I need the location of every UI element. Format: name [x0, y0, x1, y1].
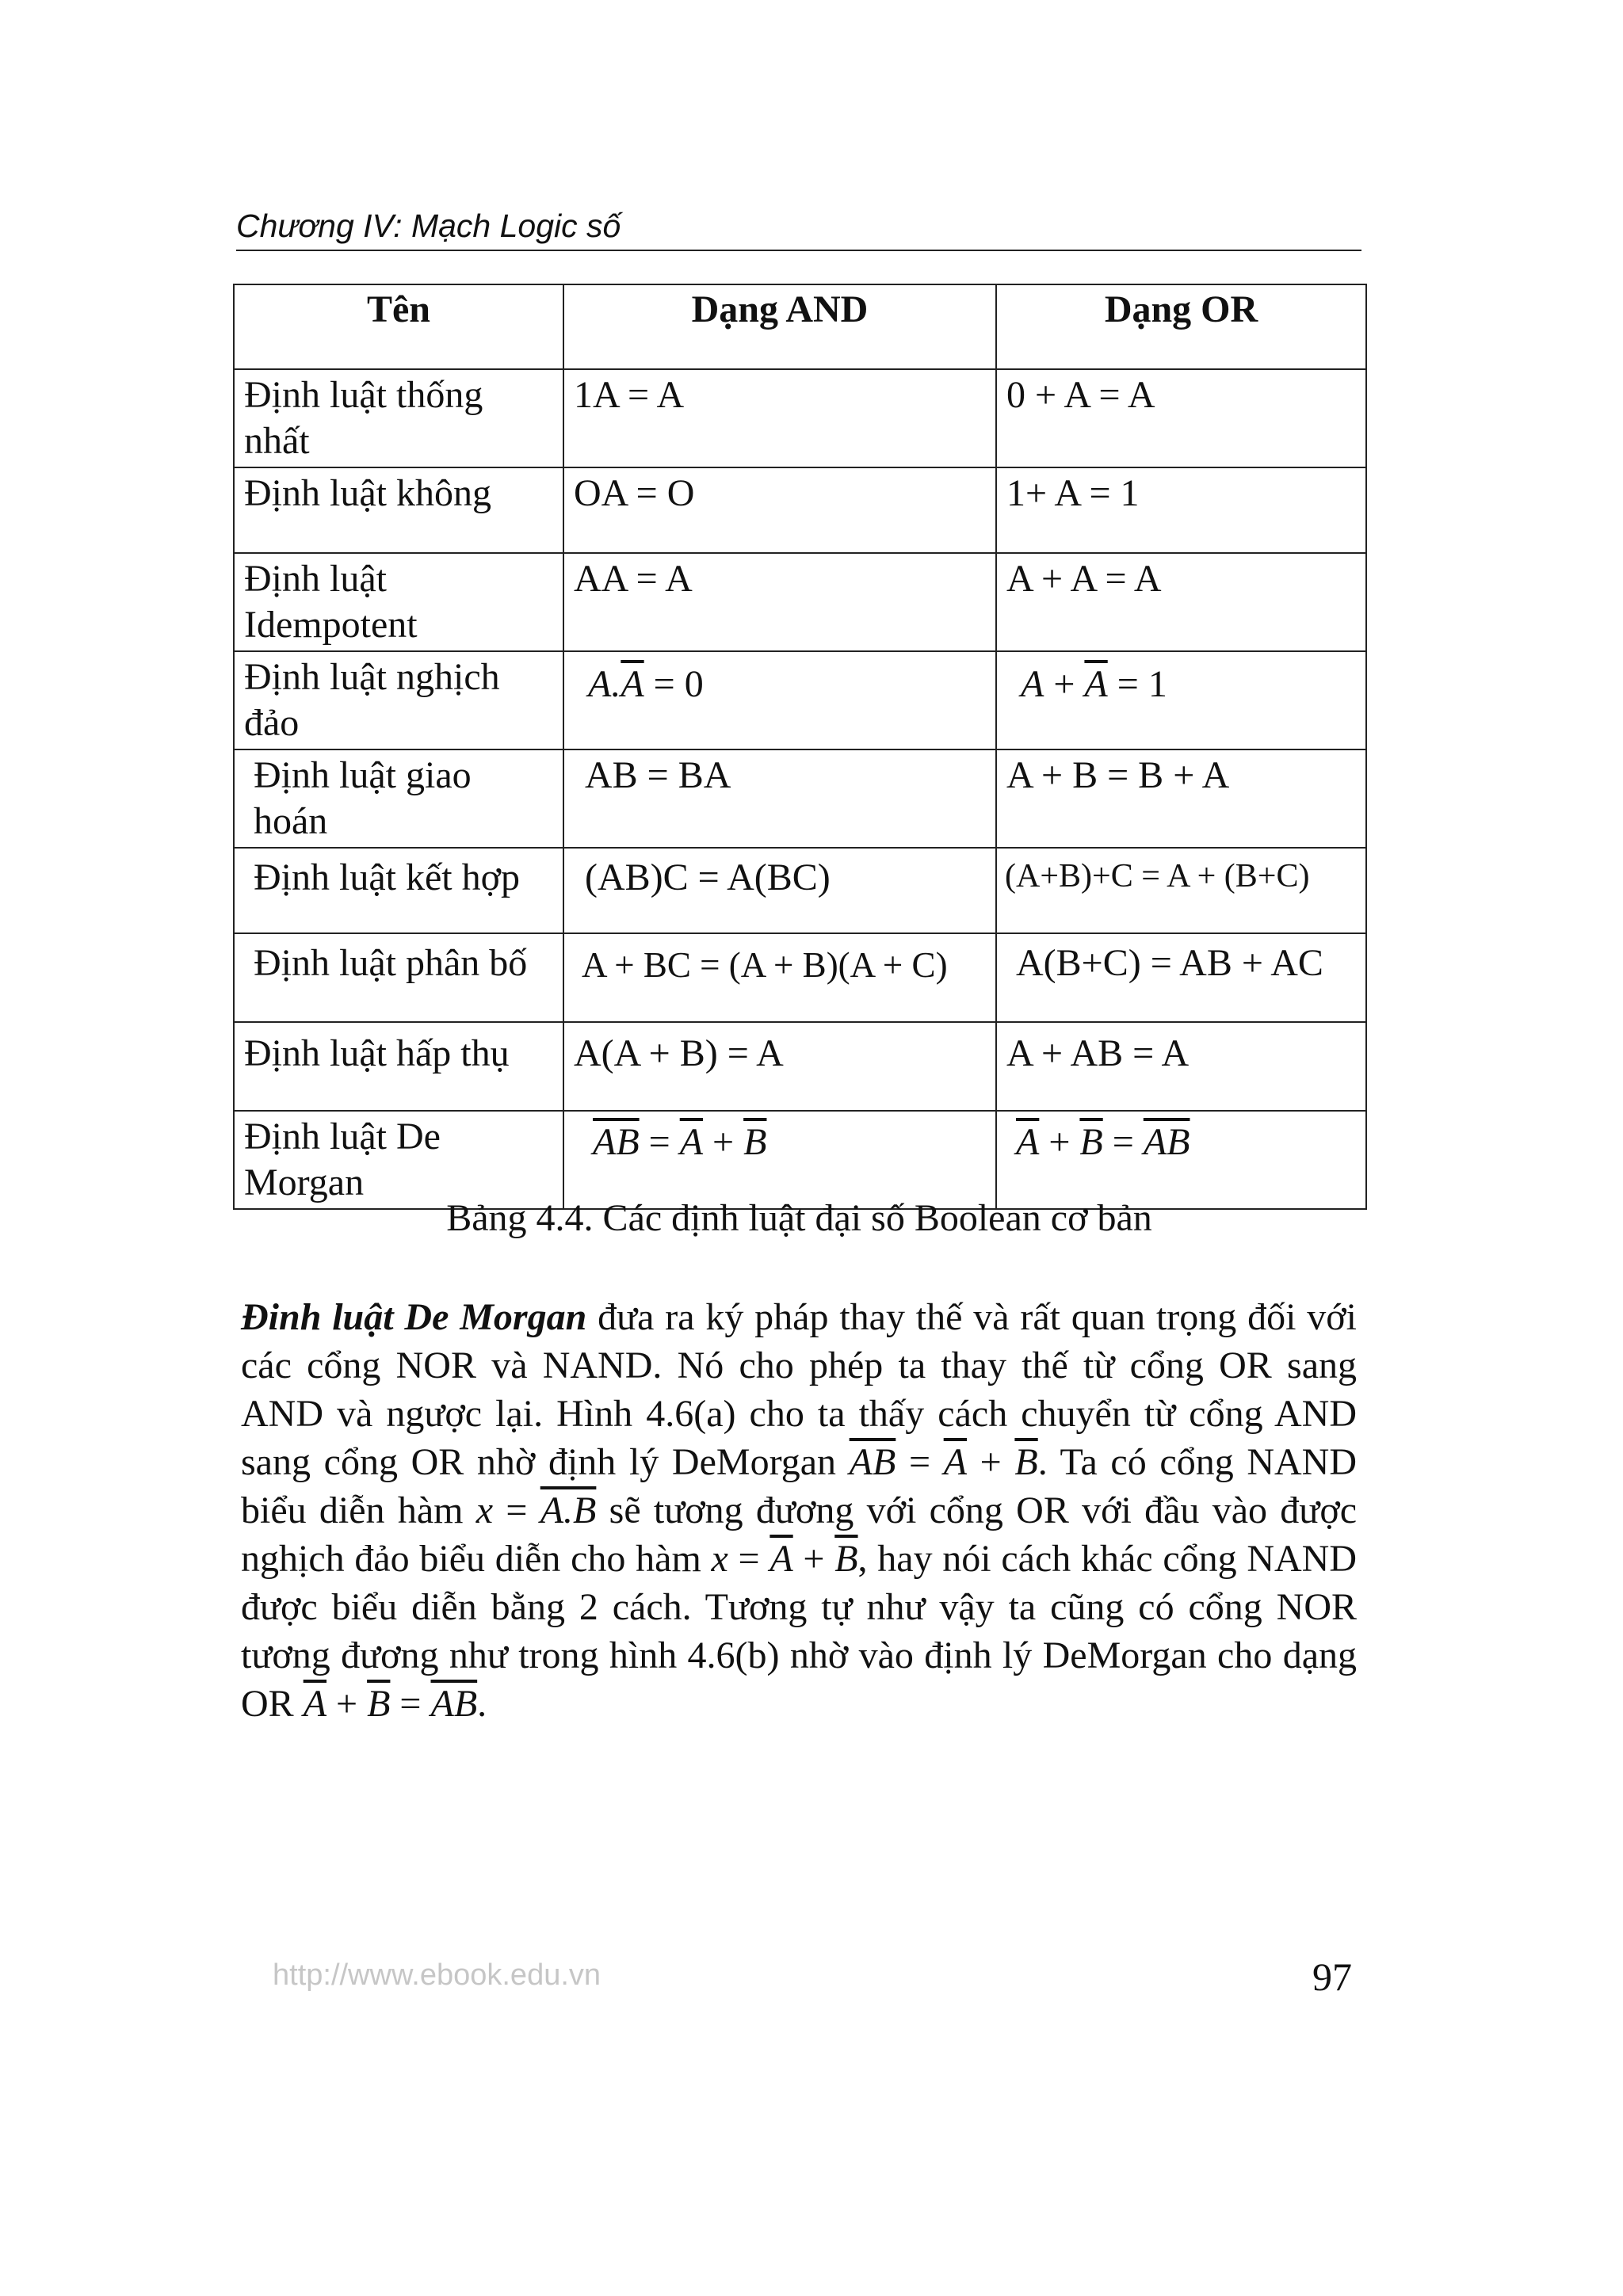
inline-formula-demorgan: $\overline{AB} = \overline{A} + \overline{B}$	[849, 1441, 1038, 1483]
header-name: Tên	[234, 284, 563, 369]
law-name: Định luật hấp thụ	[234, 1022, 563, 1111]
inverse-and-formula: $A.\overline{A}$	[588, 663, 644, 705]
law-and: A + BC = (A + B)(A + C)	[563, 933, 996, 1022]
body-paragraph: Đinh luật De Morgan đưa ra ký pháp thay thế và rất quan trọng đối với các cổng NOR và NAND. Nó cho phép ta thay thế từ cổng OR sang AND và ngược lại. Hình 4.6(a) cho ta thấy cách chuyển từ cổng AND sang cổng OR nhờ định lý DeMorgan $\overline{AB} = \overline{A} + \overline{B}$. Ta có cổng NAND biểu diễn hàm x = A.B sẽ tương đương với cổng OR với đầu vào được nghịch đảo biểu diễn cho hàm $x = \overline{A} + \overline{B}$, hay nói cách khác cổng NAND được biểu diễn bằng 2 cách. Tương tự như vậy ta cũng có cổng NOR tương đương như trong hình 4.6(b) nhờ vào định lý DeMorgan cho dạng OR $\overline{A} + \overline{B} = \overline{AB}$.	[241, 1296, 1358, 1725]
law-and: 1A = A	[563, 369, 996, 467]
law-or: $A + \overline{A} = 1$	[996, 651, 1366, 749]
inverse-or-formula: A	[1021, 663, 1044, 705]
law-name: Định luật phân bố	[234, 933, 563, 1022]
law-and: AA = A	[563, 553, 996, 651]
header-and: Dạng AND	[563, 284, 996, 369]
law-or: 1+ A = 1	[996, 467, 1366, 553]
table-row	[234, 467, 1366, 553]
law-name: Định luật không	[234, 467, 563, 553]
page-number: 97	[1312, 1955, 1352, 1999]
table-row	[234, 1111, 1366, 1209]
table-row	[234, 369, 1366, 467]
inline-formula-demorgan-or: $\overline{A} + \overline{B} = \overline{AB}$	[303, 1683, 478, 1725]
table-row	[234, 553, 1366, 651]
law-name: Định luật De Morgan	[234, 1111, 563, 1209]
law-name: Định luật Idempotent	[234, 553, 563, 651]
law-and: (AB)C = A(BC)	[563, 848, 996, 933]
boolean-laws-table	[233, 284, 1367, 1210]
law-and: AB = BA	[563, 749, 996, 848]
law-name: Định luật thống nhất	[234, 369, 563, 467]
law-and: $\overline{AB} = \overline{A} + \overline{B}$	[563, 1111, 996, 1209]
demorgan-or-lhs: $\overline{A}$	[1016, 1121, 1040, 1163]
law-or: A(B+C) = AB + AC	[996, 933, 1366, 1022]
law-or: A + B = B + A	[996, 749, 1366, 848]
law-or: $\overline{A} + \overline{B} = \overline{AB}$	[996, 1111, 1366, 1209]
table-row	[234, 651, 1366, 749]
header-or: Dạng OR	[996, 284, 1366, 369]
table-row	[234, 749, 1366, 848]
law-and: $A.\overline{A} = 0$	[563, 651, 996, 749]
law-or: 0 + A = A	[996, 369, 1366, 467]
law-or: A + A = A	[996, 553, 1366, 651]
table-row	[234, 933, 1366, 1022]
law-and: A(A + B) = A	[563, 1022, 996, 1111]
inline-formula-or-inverted: $x = \overline{A} + \overline{B}$	[711, 1538, 858, 1580]
law-or: A + AB = A	[996, 1022, 1366, 1111]
table-row	[234, 1022, 1366, 1111]
paragraph-lead: Đinh luật De Morgan	[241, 1296, 587, 1338]
table-row	[234, 848, 1366, 933]
footer-url: http://www.ebook.edu.vn	[273, 1958, 601, 1992]
law-name: Định luật kết hợp	[234, 848, 563, 933]
table-caption: Bảng 4.4. Các định luật đại số Boolean cơ bản	[446, 1197, 1152, 1239]
table-header-row	[234, 284, 1366, 369]
chapter-header: Chương IV: Mạch Logic số	[236, 208, 1361, 251]
law-name: Định luật giao hoán	[234, 749, 563, 848]
inline-formula-nand: x = A.B	[475, 1489, 597, 1531]
law-or: (A+B)+C = A + (B+C)	[996, 848, 1366, 933]
law-and: OA = O	[563, 467, 996, 553]
demorgan-and-lhs: $\overline{AB}$	[593, 1121, 640, 1163]
law-name: Định luật nghịch đảo	[234, 651, 563, 749]
